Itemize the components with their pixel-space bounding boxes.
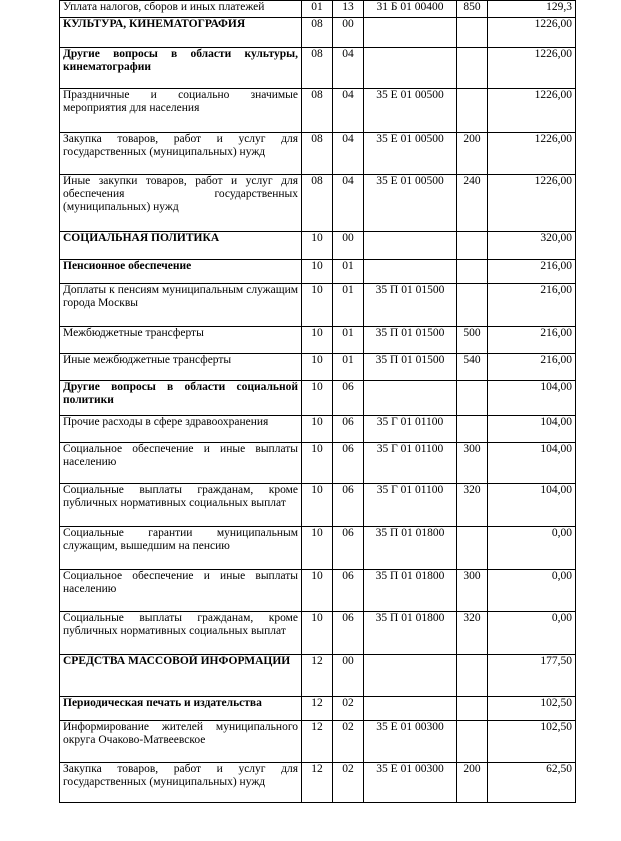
row-name: Социальные выплаты гражданам, кроме публичных нормативных социальных выплат: [60, 484, 302, 527]
row-expense-type: 200: [457, 763, 488, 803]
row-section: 08: [302, 89, 333, 133]
row-subsection: 04: [333, 175, 364, 232]
row-section: 10: [302, 570, 333, 612]
row-subsection: 06: [333, 612, 364, 655]
row-subsection: 06: [333, 484, 364, 527]
row-target-code: 35 Е 01 00500: [364, 89, 457, 133]
row-expense-type: [457, 284, 488, 327]
row-amount: 104,00: [488, 484, 576, 527]
row-expense-type: 320: [457, 484, 488, 527]
budget-table: [59, 0, 576, 803]
row-subsection: 06: [333, 570, 364, 612]
row-section: 08: [302, 133, 333, 175]
row-expense-type: [457, 18, 488, 48]
row-name: Другие вопросы в области культуры, кинематографии: [60, 48, 302, 89]
row-name: КУЛЬТУРА, КИНЕМАТОГРАФИЯ: [60, 18, 302, 48]
row-amount: 104,00: [488, 416, 576, 443]
table-row: [60, 655, 576, 697]
row-amount: 216,00: [488, 327, 576, 354]
row-name: Закупка товаров, работ и услуг для государственных (муниципальных) нужд: [60, 763, 302, 803]
row-name: Периодическая печать и издательства: [60, 697, 302, 721]
row-amount: 1226,00: [488, 18, 576, 48]
table-row: [60, 175, 576, 232]
row-section: 10: [302, 484, 333, 527]
row-expense-type: 240: [457, 175, 488, 232]
row-expense-type: [457, 381, 488, 416]
row-name: Пенсионное обеспечение: [60, 260, 302, 284]
row-amount: 177,50: [488, 655, 576, 697]
table-row: [60, 763, 576, 803]
row-expense-type: 300: [457, 570, 488, 612]
row-target-code: 35 П 01 01800: [364, 527, 457, 570]
row-expense-type: 540: [457, 354, 488, 381]
table-row: [60, 381, 576, 416]
table-row: [60, 354, 576, 381]
table-row: [60, 697, 576, 721]
row-section: 10: [302, 327, 333, 354]
table-row: [60, 570, 576, 612]
table-row: [60, 612, 576, 655]
row-expense-type: 850: [457, 1, 488, 18]
row-name: СРЕДСТВА МАССОВОЙ ИНФОРМАЦИИ: [60, 655, 302, 697]
row-subsection: 01: [333, 327, 364, 354]
row-amount: 216,00: [488, 354, 576, 381]
row-section: 12: [302, 721, 333, 763]
row-section: 10: [302, 354, 333, 381]
row-target-code: 35 Е 01 00300: [364, 763, 457, 803]
table-row: [60, 527, 576, 570]
row-target-code: 35 П 01 01500: [364, 327, 457, 354]
row-amount: 1226,00: [488, 175, 576, 232]
table-row: [60, 48, 576, 89]
row-expense-type: [457, 232, 488, 260]
table-row: [60, 327, 576, 354]
row-name: Иные межбюджетные трансферты: [60, 354, 302, 381]
row-amount: 62,50: [488, 763, 576, 803]
row-amount: 102,50: [488, 697, 576, 721]
row-target-code: [364, 48, 457, 89]
row-subsection: 13: [333, 1, 364, 18]
row-target-code: 35 Г 01 01100: [364, 484, 457, 527]
row-section: 10: [302, 612, 333, 655]
row-amount: 216,00: [488, 284, 576, 327]
row-expense-type: 320: [457, 612, 488, 655]
table-row: [60, 18, 576, 48]
row-subsection: 06: [333, 443, 364, 484]
row-target-code: 35 П 01 01500: [364, 354, 457, 381]
table-row: [60, 133, 576, 175]
row-subsection: 02: [333, 721, 364, 763]
row-expense-type: [457, 697, 488, 721]
row-section: 10: [302, 416, 333, 443]
row-amount: 1226,00: [488, 89, 576, 133]
row-name: Прочие расходы в сфере здравоохранения: [60, 416, 302, 443]
table-row: [60, 416, 576, 443]
row-expense-type: [457, 416, 488, 443]
row-target-code: 35 Е 01 00500: [364, 133, 457, 175]
row-amount: 1226,00: [488, 48, 576, 89]
row-section: 08: [302, 48, 333, 89]
row-name: Информирование жителей муниципального округа Очаково-Матвеевское: [60, 721, 302, 763]
row-subsection: 02: [333, 763, 364, 803]
row-subsection: 01: [333, 260, 364, 284]
table-row: [60, 260, 576, 284]
row-target-code: 35 П 01 01800: [364, 612, 457, 655]
row-target-code: 35 Е 01 00500: [364, 175, 457, 232]
row-name: Другие вопросы в области социальной политики: [60, 381, 302, 416]
row-subsection: 06: [333, 381, 364, 416]
row-subsection: 01: [333, 284, 364, 327]
row-expense-type: [457, 48, 488, 89]
row-expense-type: 300: [457, 443, 488, 484]
row-name: Социальные гарантии муниципальным служащим, вышедшим на пенсию: [60, 527, 302, 570]
row-section: 10: [302, 527, 333, 570]
row-expense-type: [457, 89, 488, 133]
row-target-code: 35 Е 01 00300: [364, 721, 457, 763]
row-amount: 1226,00: [488, 133, 576, 175]
row-target-code: 35 П 01 01500: [364, 284, 457, 327]
row-target-code: [364, 697, 457, 721]
table-row: [60, 484, 576, 527]
row-subsection: 02: [333, 697, 364, 721]
row-section: 10: [302, 381, 333, 416]
row-name: Уплата налогов, сборов и иных платежей: [60, 1, 302, 18]
row-amount: 129,3: [488, 1, 576, 18]
row-target-code: [364, 260, 457, 284]
row-amount: 102,50: [488, 721, 576, 763]
table-row: [60, 232, 576, 260]
row-name: Социальное обеспечение и иные выплаты населению: [60, 570, 302, 612]
row-expense-type: 200: [457, 133, 488, 175]
row-subsection: 06: [333, 416, 364, 443]
row-amount: 0,00: [488, 527, 576, 570]
row-section: 01: [302, 1, 333, 18]
row-target-code: 31 Б 01 00400: [364, 1, 457, 18]
row-subsection: 00: [333, 18, 364, 48]
row-amount: 104,00: [488, 443, 576, 484]
row-target-code: 35 Г 01 01100: [364, 443, 457, 484]
row-name: Закупка товаров, работ и услуг для государственных (муниципальных) нужд: [60, 133, 302, 175]
row-expense-type: 500: [457, 327, 488, 354]
row-subsection: 06: [333, 527, 364, 570]
row-subsection: 04: [333, 89, 364, 133]
row-name: Иные закупки товаров, работ и услуг для обеспечения государственных (муниципальных) нужд: [60, 175, 302, 232]
row-section: 12: [302, 655, 333, 697]
row-subsection: 04: [333, 133, 364, 175]
row-amount: 320,00: [488, 232, 576, 260]
row-section: 12: [302, 763, 333, 803]
row-section: 10: [302, 284, 333, 327]
row-target-code: [364, 18, 457, 48]
row-section: 10: [302, 443, 333, 484]
row-subsection: 04: [333, 48, 364, 89]
row-expense-type: [457, 721, 488, 763]
row-name: Социальное обеспечение и иные выплаты населению: [60, 443, 302, 484]
row-expense-type: [457, 655, 488, 697]
row-subsection: 01: [333, 354, 364, 381]
row-subsection: 00: [333, 232, 364, 260]
row-target-code: 35 Г 01 01100: [364, 416, 457, 443]
row-section: 08: [302, 175, 333, 232]
table-row: [60, 284, 576, 327]
row-name: Межбюджетные трансферты: [60, 327, 302, 354]
row-target-code: [364, 381, 457, 416]
row-expense-type: [457, 260, 488, 284]
table-row: [60, 443, 576, 484]
row-expense-type: [457, 527, 488, 570]
row-subsection: 00: [333, 655, 364, 697]
row-amount: 216,00: [488, 260, 576, 284]
row-amount: 0,00: [488, 570, 576, 612]
row-name: Доплаты к пенсиям муниципальным служащим города Москвы: [60, 284, 302, 327]
row-target-code: [364, 655, 457, 697]
row-name: Социальные выплаты гражданам, кроме публичных нормативных социальных выплат: [60, 612, 302, 655]
row-name: Праздничные и социально значимые мероприятия для населения: [60, 89, 302, 133]
table-row: [60, 721, 576, 763]
row-section: 08: [302, 18, 333, 48]
row-target-code: 35 П 01 01800: [364, 570, 457, 612]
row-amount: 104,00: [488, 381, 576, 416]
row-name: СОЦИАЛЬНАЯ ПОЛИТИКА: [60, 232, 302, 260]
row-section: 12: [302, 697, 333, 721]
table-row: [60, 89, 576, 133]
table-row: [60, 1, 576, 18]
row-section: 10: [302, 260, 333, 284]
row-section: 10: [302, 232, 333, 260]
row-target-code: [364, 232, 457, 260]
row-amount: 0,00: [488, 612, 576, 655]
